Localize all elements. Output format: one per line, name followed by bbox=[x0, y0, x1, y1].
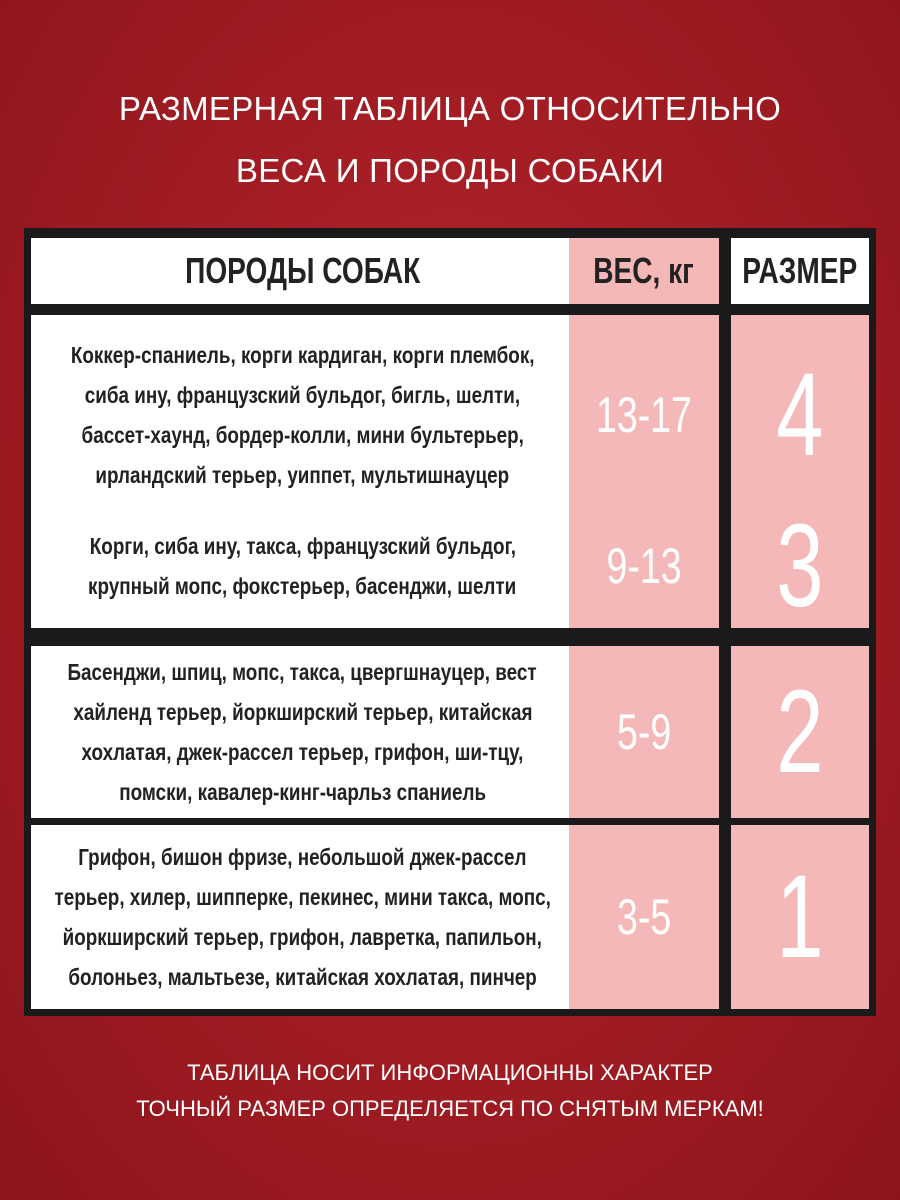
row-2-breeds bbox=[31, 503, 574, 628]
footer-note bbox=[0, 1055, 900, 1127]
footer-line-2: ТОЧНЫЙ РАЗМЕР ОПРЕДЕЛЯЕТСЯ ПО СНЯТЫМ МЕРКАМ! bbox=[136, 1096, 764, 1121]
row-3-breeds bbox=[31, 646, 574, 818]
row-1-size bbox=[731, 315, 869, 515]
breed-line: Коккер-спаниель, корги кардиган, корги плембок, bbox=[70, 342, 535, 368]
size-table bbox=[24, 228, 876, 1016]
breed-line: Грифон, бишон фризе, небольшой джек-рассел bbox=[78, 844, 527, 870]
breed-line: ирландский терьер, уиппет, мультишнауцер bbox=[95, 462, 510, 488]
breed-line: хайленд терьер, йоркширский терьер, китайская bbox=[72, 699, 533, 725]
size-value: 4 bbox=[776, 349, 824, 481]
weight-value: 9-13 bbox=[606, 537, 682, 594]
row-4-size bbox=[731, 825, 869, 1009]
breed-line: бассет-хаунд, бордер-колли, мини бультерьер, bbox=[81, 422, 524, 448]
row-1-weight bbox=[569, 315, 719, 515]
header-breeds-label: ПОРОДЫ СОБАК bbox=[184, 250, 421, 291]
row-4-breeds bbox=[31, 825, 574, 1009]
weight-value: 5-9 bbox=[616, 704, 672, 760]
header-breeds-cell bbox=[31, 238, 574, 304]
breed-line: хохлатая, джек-рассел терьер, грифон, ши-тцу, bbox=[81, 739, 524, 765]
title-line-1: РАЗМЕРНАЯ ТАБЛИЦА ОТНОСИТЕЛЬНО bbox=[118, 90, 782, 127]
breed-line: болоньез, мальтьезе, китайская хохлатая, пинчер bbox=[68, 964, 537, 990]
breed-line: крупный мопс, фокстерьер, басенджи, шелти bbox=[88, 572, 517, 599]
header-size-cell bbox=[731, 238, 869, 304]
header-size-label: РАЗМЕР bbox=[742, 250, 858, 291]
row-3-weight bbox=[569, 646, 719, 818]
breed-line: терьер, хилер, шипперке, пекинес, мини такса, мопс, bbox=[54, 884, 551, 910]
breed-line: Корги, сиба ину, такса, французский бульдог, bbox=[89, 532, 516, 559]
breed-line: Басенджи, шпиц, мопс, такса, цвергшнауцер, вест bbox=[67, 659, 538, 685]
header-weight-cell bbox=[569, 238, 719, 304]
weight-value: 3-5 bbox=[616, 889, 672, 945]
row-2-size bbox=[731, 499, 869, 632]
breed-line: йоркширский терьер, грифон, лавретка, папильон, bbox=[62, 924, 543, 950]
row-1-breeds bbox=[31, 315, 574, 515]
size-value: 3 bbox=[776, 499, 824, 632]
row-3-size bbox=[731, 646, 869, 818]
row-4-weight bbox=[569, 825, 719, 1009]
page-title bbox=[0, 78, 900, 202]
row-2-weight bbox=[569, 503, 719, 628]
weight-value: 13-17 bbox=[596, 387, 692, 443]
header-weight-label: ВЕС, кг bbox=[593, 250, 695, 291]
title-line-2: ВЕСА И ПОРОДЫ СОБАКИ bbox=[235, 152, 665, 189]
breed-line: сиба ину, французский бульдог, бигль, шелти, bbox=[84, 382, 521, 408]
footer-line-1: ТАБЛИЦА НОСИТ ИНФОРМАЦИОННЫ ХАРАКТЕР bbox=[187, 1060, 713, 1085]
size-value: 1 bbox=[776, 851, 824, 983]
size-value: 2 bbox=[776, 666, 824, 798]
breed-line: помски, кавалер-кинг-чарльз спаниель bbox=[119, 779, 486, 805]
